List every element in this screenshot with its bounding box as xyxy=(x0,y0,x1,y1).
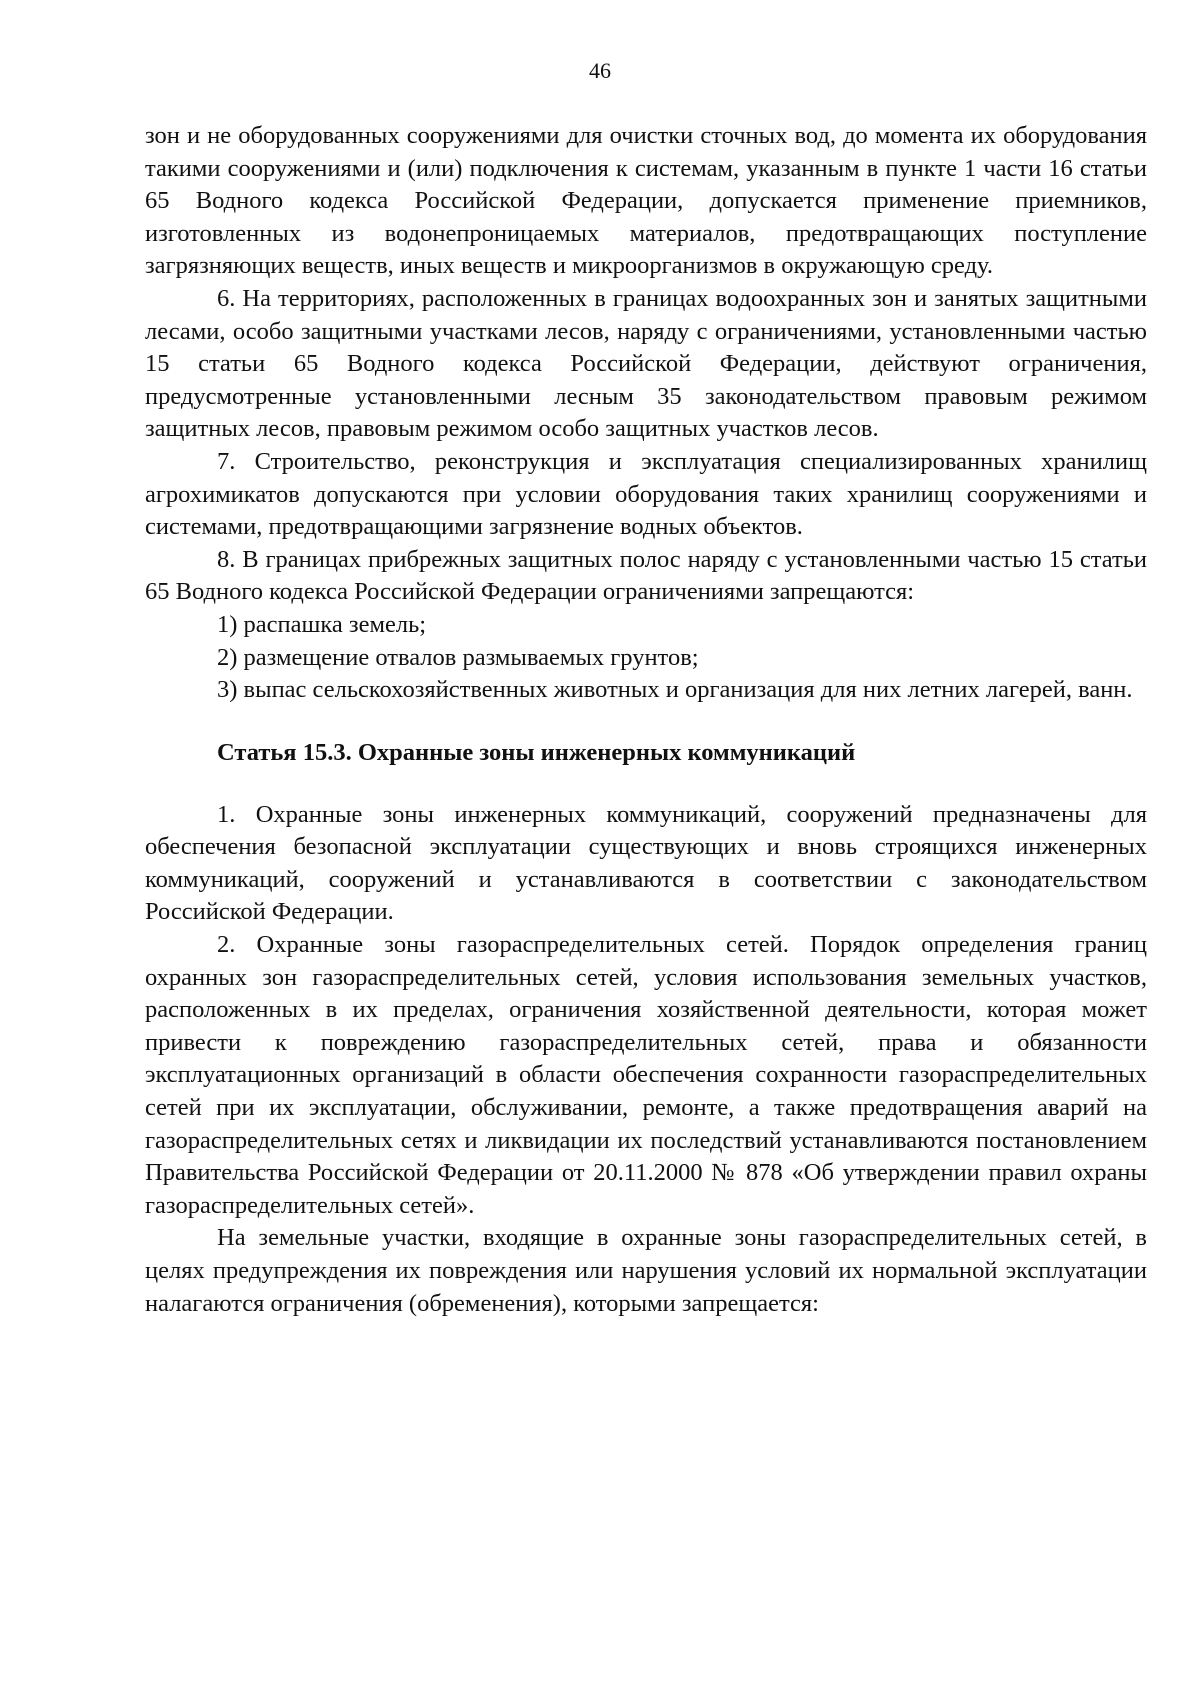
paragraph-item-2: 2. Охранные зоны газораспределительных сетей. Порядок определения границ охранных зон газораспределительных сетей, условия использования земельных участков, расположенных в их пределах, ограничения хозяйственной деятельности, которая может привести к повреждению газораспределительных сетей, права и обязанности эксплуатационных организаций в области обеспечения сохранности газораспределительных сетей при их эксплуатации, обслуживании, ремонте, а также предотвращения аварий на газораспределительных сетях и ликвидации их последствий устанавливаются постановлением Правительства Российской Федерации от 20.11.2000 № 878 «Об утверждении правил охраны газораспределительных сетей». xyxy=(145,931,1147,1219)
paragraph-restrictions: На земельные участки, входящие в охранные зоны газораспределительных сетей, в целях предупреждения их повреждения или нарушения условий их нормальной эксплуатации налагаются ограничения (обременения), которыми запрещается: xyxy=(145,1224,1147,1317)
list-item-3: 3) выпас сельскохозяйственных животных и организация для них летних лагерей, ванн. xyxy=(217,676,1133,704)
spacer xyxy=(145,769,1147,799)
paragraph-item-1: 1. Охранные зоны инженерных коммуникаций, сооружений предназначены для обеспечения безопасной эксплуатации существующих и вновь строящихся инженерных коммуникаций, сооружений и устанавливаются в соответствии с законодательством Российской Федерации. xyxy=(145,800,1147,926)
article-heading: Статья 15.3. Охранные зоны инженерных коммуникаций xyxy=(217,738,856,766)
page-content xyxy=(145,120,1147,1320)
list-item-2: 2) размещение отвалов размываемых грунтов; xyxy=(217,643,699,671)
paragraph-item-8: 8. В границах прибрежных защитных полос наряду с установленными частью 15 статьи 65 Водного кодекса Российской Федерации ограничениями запрещаются: xyxy=(145,545,1147,606)
list-item-1: 1) распашка земель; xyxy=(217,610,427,638)
page-number: 46 xyxy=(589,58,611,83)
spacer xyxy=(145,707,1147,737)
paragraph-item-7: 7. Строительство, реконструкция и эксплуатация специализированных хранилищ агрохимикатов допускаются при условии оборудования таких хранилищ сооружениями и системами, предотвращающими загрязнение водных объектов. xyxy=(145,447,1147,541)
paragraph-continuation: зон и не оборудованных сооружениями для очистки сточных вод, до момента их оборудования такими сооружениями и (или) подключения к системам, указанным в пункте 1 части 16 статьи 65 Водного кодекса Российской Федерации, допускается применение приемников, изготовленных из водонепроницаемых материалов, предотвращающих поступление загрязняющих веществ, иных веществ и микроорганизмов в окружающую среду. xyxy=(145,122,1147,280)
paragraph-item-6: 6. На территориях, расположенных в границах водоохранных зон и занятых защитными лесами, особо защитными участками лесов, наряду с ограничениями, установленными частью 15 статьи 65 Водного кодекса Российской Федерации, действуют ограничения, предусмотренные установленными лесным 35 законодательством правовым режимом защитных лесов, правовым режимом особо защитных участков лесов. xyxy=(145,284,1147,443)
